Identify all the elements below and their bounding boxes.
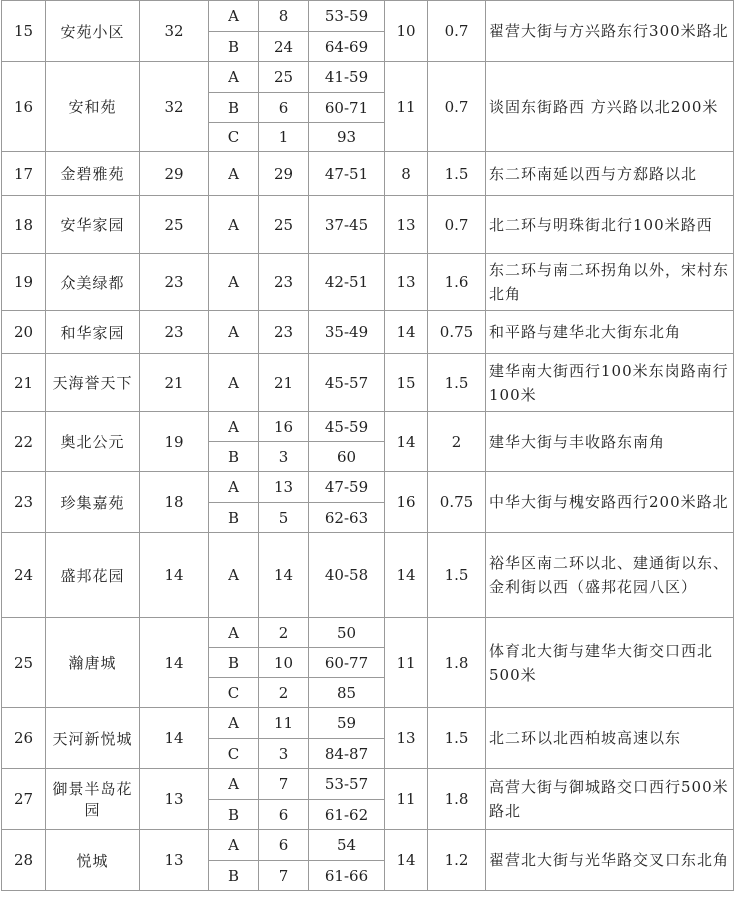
ratio-cell: 0.7: [428, 196, 486, 254]
total-units-cell: 23: [140, 311, 209, 354]
unit-count-cell: 16: [259, 412, 309, 442]
row-number-cell: 28: [2, 830, 46, 891]
total-units-cell: 29: [140, 152, 209, 196]
unit-type-cell: A: [209, 830, 259, 861]
total-units-cell: 13: [140, 830, 209, 891]
address-cell: 建华南大街西行100米东岗路南行100米: [486, 354, 734, 412]
ratio-cell: 1.5: [428, 533, 486, 618]
total-units-cell: 32: [140, 62, 209, 152]
area-range-cell: 35-49: [309, 311, 385, 354]
floors-cell: 14: [385, 311, 428, 354]
area-range-cell: 45-59: [309, 412, 385, 442]
address-cell: 东二环南延以西与方郄路以北: [486, 152, 734, 196]
area-range-cell: 60-77: [309, 648, 385, 678]
unit-count-cell: 6: [259, 93, 309, 123]
floors-cell: 10: [385, 1, 428, 62]
unit-type-cell: A: [209, 533, 259, 618]
floors-cell: 13: [385, 196, 428, 254]
community-name-cell: 悦城: [46, 830, 140, 891]
community-name-cell: 奥北公元: [46, 412, 140, 472]
address-cell: 翟营北大街与光华路交叉口东北角: [486, 830, 734, 891]
unit-count-cell: 14: [259, 533, 309, 618]
area-range-cell: 93: [309, 123, 385, 152]
address-cell: 建华大街与丰收路东南角: [486, 412, 734, 472]
row-number-cell: 24: [2, 533, 46, 618]
unit-count-cell: 25: [259, 196, 309, 254]
area-range-cell: 54: [309, 830, 385, 861]
total-units-cell: 19: [140, 412, 209, 472]
area-range-cell: 84-87: [309, 739, 385, 769]
table-row: [2, 533, 734, 618]
unit-type-cell: A: [209, 254, 259, 311]
total-units-cell: 18: [140, 472, 209, 533]
ratio-cell: 0.75: [428, 472, 486, 533]
address-cell: 和平路与建华北大街东北角: [486, 311, 734, 354]
row-number-cell: 26: [2, 708, 46, 769]
ratio-cell: 0.75: [428, 311, 486, 354]
unit-count-cell: 8: [259, 1, 309, 32]
table-row: [2, 1, 734, 32]
row-number-cell: 27: [2, 769, 46, 830]
area-range-cell: 41-59: [309, 62, 385, 93]
address-cell: 北二环以北西柏坡高速以东: [486, 708, 734, 769]
table-row: [2, 254, 734, 311]
community-name-cell: 盛邦花园: [46, 533, 140, 618]
area-range-cell: 40-58: [309, 533, 385, 618]
ratio-cell: 1.5: [428, 708, 486, 769]
address-cell: 谈固东街路西 方兴路以北200米: [486, 62, 734, 152]
table-row: [2, 354, 734, 412]
address-cell: 翟营大街与方兴路东行300米路北: [486, 1, 734, 62]
total-units-cell: 25: [140, 196, 209, 254]
unit-count-cell: 3: [259, 739, 309, 769]
row-number-cell: 21: [2, 354, 46, 412]
community-name-cell: 瀚唐城: [46, 618, 140, 708]
unit-type-cell: B: [209, 503, 259, 533]
community-name-cell: 安华家园: [46, 196, 140, 254]
area-range-cell: 61-66: [309, 861, 385, 891]
table-row: [2, 152, 734, 196]
ratio-cell: 0.7: [428, 62, 486, 152]
community-name-cell: 安和苑: [46, 62, 140, 152]
table-row: [2, 769, 734, 800]
unit-count-cell: 6: [259, 800, 309, 830]
total-units-cell: 14: [140, 533, 209, 618]
table-row: [2, 472, 734, 503]
table-row: [2, 618, 734, 648]
unit-count-cell: 11: [259, 708, 309, 739]
community-name-cell: 金碧雅苑: [46, 152, 140, 196]
unit-count-cell: 25: [259, 62, 309, 93]
row-number-cell: 25: [2, 618, 46, 708]
floors-cell: 13: [385, 708, 428, 769]
table-row: [2, 196, 734, 254]
row-number-cell: 18: [2, 196, 46, 254]
unit-count-cell: 23: [259, 311, 309, 354]
community-name-cell: 珍集嘉苑: [46, 472, 140, 533]
area-range-cell: 60-71: [309, 93, 385, 123]
floors-cell: 14: [385, 412, 428, 472]
area-range-cell: 85: [309, 678, 385, 708]
unit-type-cell: A: [209, 152, 259, 196]
floors-cell: 13: [385, 254, 428, 311]
row-number-cell: 22: [2, 412, 46, 472]
area-range-cell: 60: [309, 442, 385, 472]
community-name-cell: 天河新悦城: [46, 708, 140, 769]
address-cell: 体育北大街与建华大街交口西北500米: [486, 618, 734, 708]
unit-count-cell: 24: [259, 32, 309, 62]
unit-count-cell: 1: [259, 123, 309, 152]
unit-count-cell: 6: [259, 830, 309, 861]
total-units-cell: 13: [140, 769, 209, 830]
floors-cell: 14: [385, 533, 428, 618]
area-range-cell: 45-57: [309, 354, 385, 412]
table-row: [2, 412, 734, 442]
unit-type-cell: B: [209, 861, 259, 891]
unit-count-cell: 23: [259, 254, 309, 311]
table-body: [2, 1, 734, 891]
unit-type-cell: A: [209, 412, 259, 442]
row-number-cell: 23: [2, 472, 46, 533]
unit-count-cell: 7: [259, 861, 309, 891]
community-name-cell: 和华家园: [46, 311, 140, 354]
row-number-cell: 15: [2, 1, 46, 62]
community-name-cell: 众美绿都: [46, 254, 140, 311]
unit-count-cell: 5: [259, 503, 309, 533]
community-name-cell: 安苑小区: [46, 1, 140, 62]
unit-count-cell: 2: [259, 678, 309, 708]
area-range-cell: 37-45: [309, 196, 385, 254]
unit-type-cell: C: [209, 739, 259, 769]
unit-count-cell: 29: [259, 152, 309, 196]
area-range-cell: 47-51: [309, 152, 385, 196]
ratio-cell: 1.8: [428, 769, 486, 830]
address-cell: 裕华区南二环以北、建通街以东、金利街以西（盛邦花园八区）: [486, 533, 734, 618]
table-row: [2, 62, 734, 93]
row-number-cell: 17: [2, 152, 46, 196]
ratio-cell: 1.5: [428, 354, 486, 412]
community-name-cell: 御景半岛花园: [46, 769, 140, 830]
unit-type-cell: B: [209, 800, 259, 830]
community-name-cell: 天海誉天下: [46, 354, 140, 412]
address-cell: 高营大街与御城路交口西行500米路北: [486, 769, 734, 830]
ratio-cell: 1.5: [428, 152, 486, 196]
address-cell: 中华大街与槐安路西行200米路北: [486, 472, 734, 533]
area-range-cell: 59: [309, 708, 385, 739]
floors-cell: 16: [385, 472, 428, 533]
row-number-cell: 16: [2, 62, 46, 152]
ratio-cell: 1.8: [428, 618, 486, 708]
row-number-cell: 20: [2, 311, 46, 354]
area-range-cell: 53-57: [309, 769, 385, 800]
address-cell: 东二环与南二环拐角以外，宋村东北角: [486, 254, 734, 311]
unit-type-cell: B: [209, 32, 259, 62]
area-range-cell: 50: [309, 618, 385, 648]
unit-count-cell: 13: [259, 472, 309, 503]
ratio-cell: 0.7: [428, 1, 486, 62]
unit-type-cell: A: [209, 196, 259, 254]
total-units-cell: 32: [140, 1, 209, 62]
unit-type-cell: B: [209, 648, 259, 678]
unit-type-cell: B: [209, 442, 259, 472]
unit-type-cell: A: [209, 311, 259, 354]
ratio-cell: 2: [428, 412, 486, 472]
area-range-cell: 62-63: [309, 503, 385, 533]
floors-cell: 11: [385, 618, 428, 708]
floors-cell: 11: [385, 62, 428, 152]
unit-type-cell: A: [209, 472, 259, 503]
ratio-cell: 1.6: [428, 254, 486, 311]
total-units-cell: 14: [140, 708, 209, 769]
unit-type-cell: A: [209, 708, 259, 739]
unit-type-cell: A: [209, 769, 259, 800]
floors-cell: 15: [385, 354, 428, 412]
floors-cell: 11: [385, 769, 428, 830]
unit-type-cell: A: [209, 354, 259, 412]
ratio-cell: 1.2: [428, 830, 486, 891]
unit-count-cell: 3: [259, 442, 309, 472]
area-range-cell: 64-69: [309, 32, 385, 62]
table-row: [2, 311, 734, 354]
unit-type-cell: A: [209, 1, 259, 32]
floors-cell: 14: [385, 830, 428, 891]
area-range-cell: 42-51: [309, 254, 385, 311]
floors-cell: 8: [385, 152, 428, 196]
total-units-cell: 14: [140, 618, 209, 708]
unit-count-cell: 21: [259, 354, 309, 412]
table-row: [2, 708, 734, 739]
unit-type-cell: C: [209, 123, 259, 152]
area-range-cell: 47-59: [309, 472, 385, 503]
unit-type-cell: B: [209, 93, 259, 123]
area-range-cell: 61-62: [309, 800, 385, 830]
unit-count-cell: 2: [259, 618, 309, 648]
total-units-cell: 23: [140, 254, 209, 311]
unit-type-cell: A: [209, 62, 259, 93]
unit-type-cell: A: [209, 618, 259, 648]
area-range-cell: 53-59: [309, 1, 385, 32]
housing-table: [1, 0, 734, 891]
table-row: [2, 830, 734, 861]
unit-type-cell: C: [209, 678, 259, 708]
unit-count-cell: 10: [259, 648, 309, 678]
row-number-cell: 19: [2, 254, 46, 311]
total-units-cell: 21: [140, 354, 209, 412]
unit-count-cell: 7: [259, 769, 309, 800]
address-cell: 北二环与明珠街北行100米路西: [486, 196, 734, 254]
